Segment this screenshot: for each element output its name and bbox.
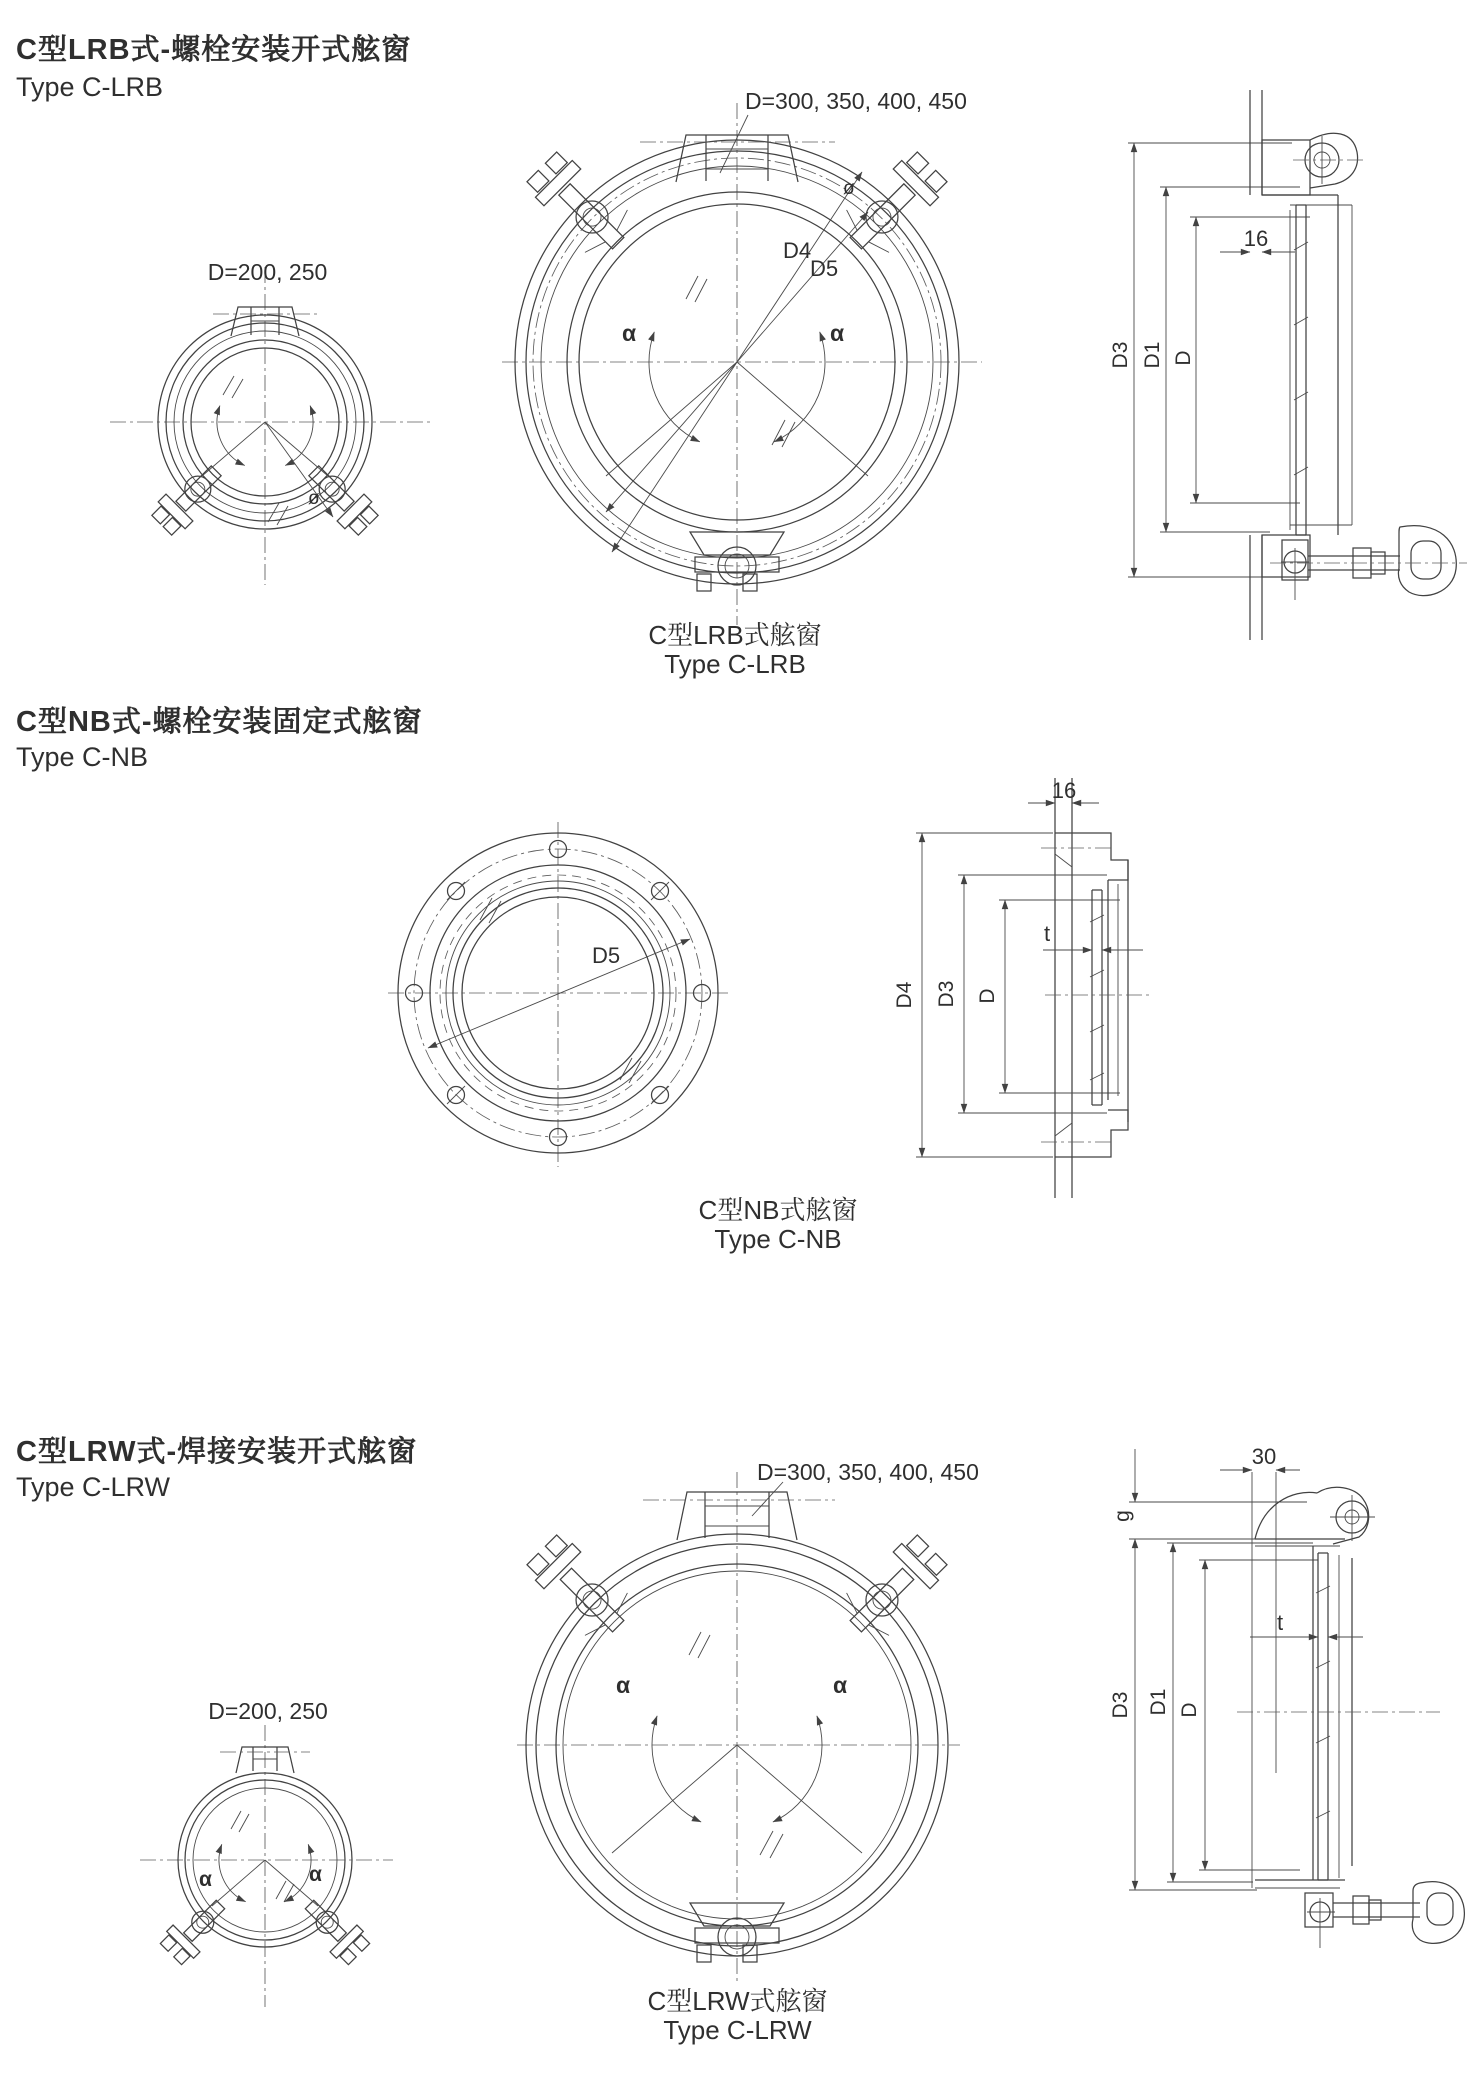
lrb-small-phi-symbol: ø xyxy=(308,488,320,509)
lrb-large-front-drawing xyxy=(490,85,1000,647)
lrw-dim-d1-label: D1 xyxy=(1147,1688,1170,1716)
nb-dim-16-label: 16 xyxy=(1051,778,1077,803)
lrw-dim-30-label: 30 xyxy=(1251,1444,1277,1469)
lrw-large-clamp-right xyxy=(835,1529,954,1648)
lrw-large-angle-left-label: α xyxy=(616,1672,631,1698)
lrb-large-diameter-label: D=300, 350, 400, 450 xyxy=(745,88,967,114)
lrw-small-front-drawing xyxy=(125,1697,410,2019)
lrw-side-section-drawing xyxy=(1095,1443,1475,2018)
nb-dim-d3-label: D3 xyxy=(935,980,958,1008)
lrw-small-diameter-label: D=200, 250 xyxy=(208,1698,328,1724)
lrw-dim-t-label: t xyxy=(1277,1610,1284,1635)
lrb-dim-d5-label: D5 xyxy=(810,256,839,281)
lrw-small-angle-left-label: α xyxy=(199,1868,212,1891)
lrb-small-diameter-label: D=200, 250 xyxy=(207,259,328,285)
lrb-small-front-drawing xyxy=(105,255,435,590)
lrw-dim-d-label: D xyxy=(1178,1702,1201,1718)
lrw-heading-en: Type C-LRW xyxy=(16,1472,171,1502)
lrb-small-clamp-left xyxy=(148,457,229,538)
nb-dim-t-label: t xyxy=(1044,921,1051,946)
lrw-small-clamp-left xyxy=(158,1891,234,1967)
lrb-angle-left-label: α xyxy=(622,320,637,346)
lrw-dim-g-label: g xyxy=(1111,1510,1134,1522)
lrb-large-phi-symbol: ø xyxy=(843,178,855,199)
nb-front-drawing xyxy=(380,812,740,1180)
lrw-dim-d3-label: D3 xyxy=(1109,1691,1132,1719)
lrw-heading-zh: C型LRW式-焊接安装开式舷窗 xyxy=(16,1436,418,1468)
nb-caption-zh: C型NB式舷窗 xyxy=(698,1195,858,1225)
lrb-dim-d4-label: D4 xyxy=(783,238,812,263)
lrb-heading-zh: C型LRB式-螺栓安装开式舷窗 xyxy=(16,34,412,66)
nb-caption-en: Type C-NB xyxy=(714,1224,842,1254)
lrb-caption-en: Type C-LRB xyxy=(664,649,806,679)
lrb-heading-en: Type C-LRB xyxy=(16,72,164,102)
lrw-small-clamp-right xyxy=(296,1891,372,1967)
nb-heading-en: Type C-NB xyxy=(16,742,149,772)
lrb-dim-d-label: D xyxy=(1172,350,1195,366)
lrb-angle-right-label: α xyxy=(830,320,845,346)
lrw-large-clamp-left xyxy=(521,1529,640,1648)
lrw-caption-zh: C型LRW式舷窗 xyxy=(647,1986,828,2016)
nb-dim-d4-label: D4 xyxy=(893,981,916,1009)
lrb-dim-16-label: 16 xyxy=(1243,226,1269,251)
lrb-caption-zh: C型LRB式舷窗 xyxy=(648,620,822,650)
nb-dim-d-label: D xyxy=(976,988,999,1004)
lrw-large-angle-right-label: α xyxy=(833,1672,848,1698)
lrw-caption-en: Type C-LRW xyxy=(663,2015,812,2045)
nb-heading-zh: C型NB式-螺栓安装固定式舷窗 xyxy=(16,706,423,738)
lrw-small-angle-right-label: α xyxy=(309,1863,322,1886)
nb-dim-d5-label: D5 xyxy=(592,943,621,968)
lrw-large-diameter-label: D=300, 350, 400, 450 xyxy=(757,1459,979,1485)
lrb-dim-d3-label: D3 xyxy=(1109,341,1132,369)
lrw-large-front-drawing xyxy=(505,1450,975,1995)
lrb-dim-d1-label: D1 xyxy=(1141,341,1164,369)
